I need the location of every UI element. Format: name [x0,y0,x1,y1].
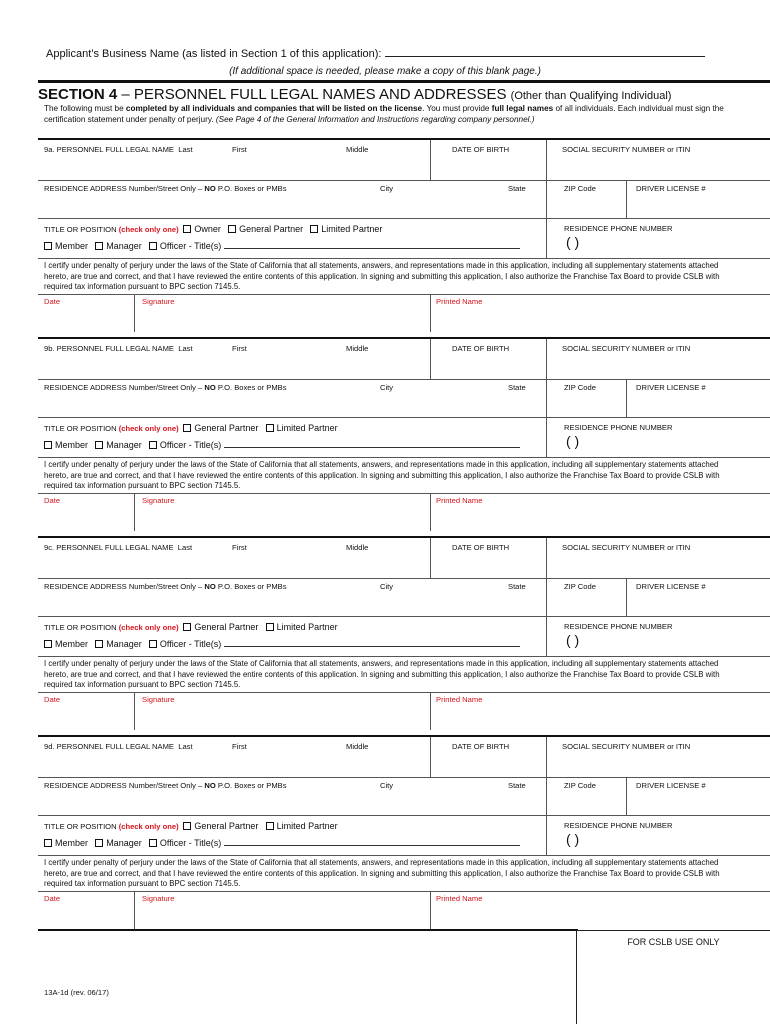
name-label [44,742,193,751]
applicant-business-name-label: Applicant’s Business Name (as listed in Section 1 of this application): [46,48,382,60]
applicant-business-name-field[interactable] [385,46,705,57]
middle-label: Middle [346,543,369,552]
row-divider [38,180,770,181]
city-label: City [380,781,394,790]
date-label: Date [44,695,61,704]
row-divider [38,578,770,579]
officer-checkbox[interactable] [149,639,221,649]
title-position-row [44,821,338,831]
row-divider [38,855,770,856]
dob-label: DATE OF BIRTH [452,344,510,353]
member-checkbox[interactable] [44,241,88,251]
divider [430,294,431,332]
label-text: Member [55,241,89,251]
label-text: NO [204,383,216,392]
general-partner-checkbox[interactable] [183,821,258,831]
checkbox-box[interactable] [183,225,191,233]
checkbox-box[interactable] [310,225,318,233]
applicant-business-name-line [46,46,705,60]
general-partner-checkbox[interactable] [183,423,258,433]
label-text: Member [55,639,89,649]
printed-name-label: Printed Name [436,695,483,704]
cslb-use-label: FOR CSLB USE ONLY [627,937,720,947]
officer-checkbox[interactable] [149,440,221,450]
label-text: RESIDENCE ADDRESS Number/Street Only – [44,582,205,591]
divider [546,140,547,258]
divider [626,180,627,218]
state-label: State [508,781,526,790]
intro-bold-2: full legal names [491,104,554,113]
first-label: First [232,742,247,751]
officer-checkbox[interactable] [149,241,221,251]
first-label: First [232,145,247,154]
label-text: Manager [106,241,142,251]
personnel-block [38,138,770,330]
state-label: State [508,184,526,193]
printed-name-label: Printed Name [436,297,483,306]
zip-label: ZIP Code [564,781,596,790]
signature-label: Signature [142,894,175,903]
checkbox-box[interactable] [149,640,157,648]
row-divider [38,891,770,892]
checkbox-box[interactable] [228,225,236,233]
row-divider [38,815,770,816]
name-label [44,543,192,552]
officer-title-field[interactable] [224,837,520,846]
checkbox-box[interactable] [95,839,103,847]
residence-label [44,582,287,591]
copy-note: (If additional space is needed, please make a copy of this blank page.) [229,66,541,77]
row-divider [38,379,770,380]
checkbox-box[interactable] [95,242,103,250]
row-divider [38,656,770,657]
date-label: Date [44,496,61,505]
row-divider [38,417,770,418]
label-text: Limited Partner [276,622,338,632]
label-text: Owner [194,224,221,234]
ssn-label: SOCIAL SECURITY NUMBER or ITIN [562,742,691,751]
certification-text: I certify under penalty of perjury under the laws of the State of California that all statements, answers, and representations made in this application, including all supplementary statements attached hereto, are true and correct, and that I have reviewed the entire contents of this application. In signing and submitting this application, I also authorize the Franchise Tax Board to provide CSLB with required tax information pursuant to BPC section 7145.5. [44,261,720,291]
manager-checkbox[interactable] [95,440,142,450]
divider [134,493,135,531]
intro-text-2: . You must provide [422,104,492,113]
checkbox-box[interactable] [149,839,157,847]
certification-text: I certify under penalty of perjury under the laws of the State of California that all statements, answers, and representations made in this application, including all supplementary statements attached hereto, are true and correct, and that I have reviewed the entire contents of this application. In signing and submitting this application, I also authorize the Franchise Tax Board to provide CSLB with required tax information pursuant to BPC section 7145.5. [44,659,720,689]
label-text: (check only one) [118,822,179,831]
name-label [44,145,193,154]
dob-label: DATE OF BIRTH [452,145,510,154]
divider [430,737,431,777]
label-text: P.O. Boxes or PMBs [215,184,287,193]
personnel-block [38,735,770,927]
member-checkbox[interactable] [44,838,88,848]
label-text: 9c. PERSONNEL FULL LEGAL NAME [44,543,174,552]
divider [134,692,135,730]
label-text: Last [178,344,193,353]
label-text: RESIDENCE ADDRESS Number/Street Only – [44,781,205,790]
residence-phone-label: RESIDENCE PHONE NUMBER [564,821,673,830]
label-text: Manager [106,639,142,649]
middle-label: Middle [346,145,369,154]
label-text: Officer - Title(s) [159,838,222,848]
divider [430,538,431,578]
label-text: Last [177,543,193,552]
label-text: TITLE OR POSITION [44,225,119,234]
label-text: General Partner [194,423,259,433]
personnel-block [38,536,770,728]
row-divider [38,294,770,295]
divider [546,339,547,457]
driver-license-label: DRIVER LICENSE # [636,184,706,193]
personnel-block [38,337,770,529]
divider [430,493,431,531]
divider [546,737,547,855]
label-text: Officer - Title(s) [159,440,222,450]
label-text: (check only one) [118,225,179,234]
label-text: Officer - Title(s) [159,639,222,649]
label-text: General Partner [194,622,259,632]
label-text: Member [55,440,89,450]
label-text: RESIDENCE ADDRESS Number/Street Only – [44,383,205,392]
checkbox-box[interactable] [44,839,52,847]
owner-checkbox[interactable] [183,224,221,234]
section-number: SECTION 4 [38,86,118,103]
residence-phone-label: RESIDENCE PHONE NUMBER [564,224,673,233]
label-text: P.O. Boxes or PMBs [215,383,287,392]
ssn-label: SOCIAL SECURITY NUMBER or ITIN [562,145,691,154]
driver-license-label: DRIVER LICENSE # [636,781,706,790]
middle-label: Middle [346,742,369,751]
title-position-row [44,622,338,632]
label-text: 9d. PERSONNEL FULL LEGAL NAME [44,742,174,751]
intro-italic: (See Page 4 of the General Information and Instructions regarding company personnel.) [215,115,535,124]
printed-name-label: Printed Name [436,894,483,903]
divider [430,891,431,929]
signature-label: Signature [142,695,175,704]
section-name: – PERSONNEL FULL LEGAL NAMES AND ADDRESSES [117,86,511,103]
dob-label: DATE OF BIRTH [452,543,510,552]
driver-license-label: DRIVER LICENSE # [636,383,706,392]
label-text: NO [204,582,216,591]
divider [626,379,627,417]
intro-bold-1: completed by all individuals and companies that will be listed on the license [125,104,423,113]
label-text: Last [178,742,193,751]
label-text: (check only one) [118,424,179,433]
checkbox-box[interactable] [44,441,52,449]
officer-title-field[interactable] [224,439,520,448]
intro-text-3: of all individuals. Each individual must sign the certification statement under penalty of perjury. [44,104,724,124]
label-text: Limited Partner [321,224,383,234]
title-position-row [44,423,338,433]
checkbox-box[interactable] [149,242,157,250]
label-text: Manager [106,440,142,450]
residence-label [44,184,287,193]
checkbox-box[interactable] [183,822,191,830]
residence-phone-field[interactable]: ( ) [566,632,580,648]
divider [546,538,547,656]
divider [430,692,431,730]
label-text: P.O. Boxes or PMBs [215,582,287,591]
label-text: NO [204,781,216,790]
date-label: Date [44,297,61,306]
general-partner-checkbox[interactable] [183,622,258,632]
member-checkbox[interactable] [44,440,88,450]
title-position-row-2 [44,439,520,450]
zip-label: ZIP Code [564,582,596,591]
label-text: 9a. PERSONNEL FULL LEGAL NAME [44,145,174,154]
label-text: TITLE OR POSITION [44,623,119,632]
zip-label: ZIP Code [564,383,596,392]
officer-title-field[interactable] [224,638,520,647]
manager-checkbox[interactable] [95,241,142,251]
dob-label: DATE OF BIRTH [452,742,510,751]
residence-phone-label: RESIDENCE PHONE NUMBER [564,622,673,631]
row-divider [38,777,770,778]
divider [430,140,431,180]
certification-text: I certify under penalty of perjury under the laws of the State of California that all statements, answers, and representations made in this application, including all supplementary statements attached hereto, are true and correct, and that I have reviewed the entire contents of this application. In signing and submitting this application, I also authorize the Franchise Tax Board to provide CSLB with required tax information pursuant to BPC section 7145.5. [44,858,720,888]
section-subtitle: (Other than Qualifying Individual) [510,90,672,102]
state-label: State [508,582,526,591]
signature-label: Signature [142,496,175,505]
checkbox-box[interactable] [183,424,191,432]
ssn-label: SOCIAL SECURITY NUMBER or ITIN [562,344,691,353]
label-text: 9b. PERSONNEL FULL LEGAL NAME [44,344,174,353]
title-position-row-2 [44,240,520,251]
label-text: Limited Partner [276,821,338,831]
row-divider [38,457,770,458]
label-text: TITLE OR POSITION [44,822,119,831]
residence-label [44,781,287,790]
manager-checkbox[interactable] [95,838,142,848]
checkbox-box[interactable] [183,623,191,631]
member-checkbox[interactable] [44,639,88,649]
checkbox-box[interactable] [44,640,52,648]
title-position-row-2 [44,837,520,848]
section-title [38,86,770,103]
label-text: General Partner [239,224,304,234]
divider [134,294,135,332]
label-text: RESIDENCE ADDRESS Number/Street Only – [44,184,205,193]
signature-label: Signature [142,297,175,306]
title-position-row [44,224,382,234]
intro-text-1: The following must be [44,104,126,113]
checkbox-box[interactable] [95,441,103,449]
cslb-use-box [576,930,770,1024]
divider [430,339,431,379]
label-text: TITLE OR POSITION [44,424,119,433]
city-label: City [380,582,394,591]
label-text: Last [178,145,193,154]
label-text: P.O. Boxes or PMBs [215,781,287,790]
manager-checkbox[interactable] [95,639,142,649]
first-label: First [232,344,247,353]
residence-phone-field[interactable]: ( ) [566,234,580,250]
general-partner-checkbox[interactable] [228,224,303,234]
label-text: Officer - Title(s) [159,241,222,251]
row-divider [38,616,770,617]
residence-phone-label: RESIDENCE PHONE NUMBER [564,423,673,432]
label-text: Member [55,838,89,848]
driver-license-label: DRIVER LICENSE # [636,582,706,591]
label-text: (check only one) [118,623,179,632]
checkbox-box[interactable] [44,242,52,250]
divider [626,777,627,815]
city-label: City [380,383,394,392]
limited-partner-checkbox[interactable] [266,423,338,433]
label-text: NO [204,184,216,193]
row-divider [38,218,770,219]
section-header [38,80,770,103]
limited-partner-checkbox[interactable] [266,622,338,632]
divider [626,578,627,616]
certification-text: I certify under penalty of perjury under the laws of the State of California that all statements, answers, and representations made in this application, including all supplementary statements attached hereto, are true and correct, and that I have reviewed the entire contents of this application. In signing and submitting this application, I also authorize the Franchise Tax Board to provide CSLB with required tax information pursuant to BPC section 7145.5. [44,460,720,490]
name-label [44,344,193,353]
zip-label: ZIP Code [564,184,596,193]
row-divider [38,692,770,693]
first-label: First [232,543,247,552]
title-position-row-2 [44,638,520,649]
label-text: General Partner [194,821,259,831]
printed-name-label: Printed Name [436,496,483,505]
row-divider [38,258,770,259]
residence-phone-field[interactable]: ( ) [566,433,580,449]
officer-title-field[interactable] [224,240,520,249]
residence-label [44,383,287,392]
label-text: Manager [106,838,142,848]
limited-partner-checkbox[interactable] [310,224,382,234]
row-divider [38,493,770,494]
ssn-label: SOCIAL SECURITY NUMBER or ITIN [562,543,691,552]
form-number: 13A-1d (rev. 06/17) [44,988,109,997]
limited-partner-checkbox[interactable] [266,821,338,831]
middle-label: Middle [346,344,369,353]
divider [134,891,135,929]
date-label: Date [44,894,61,903]
city-label: City [380,184,394,193]
checkbox-box[interactable] [266,424,274,432]
state-label: State [508,383,526,392]
bottom-rule [38,929,578,931]
checkbox-box[interactable] [95,640,103,648]
checkbox-box[interactable] [266,623,274,631]
officer-checkbox[interactable] [149,838,221,848]
label-text: Limited Partner [276,423,338,433]
section-intro [44,103,724,125]
residence-phone-field[interactable]: ( ) [566,831,580,847]
checkbox-box[interactable] [266,822,274,830]
checkbox-box[interactable] [149,441,157,449]
